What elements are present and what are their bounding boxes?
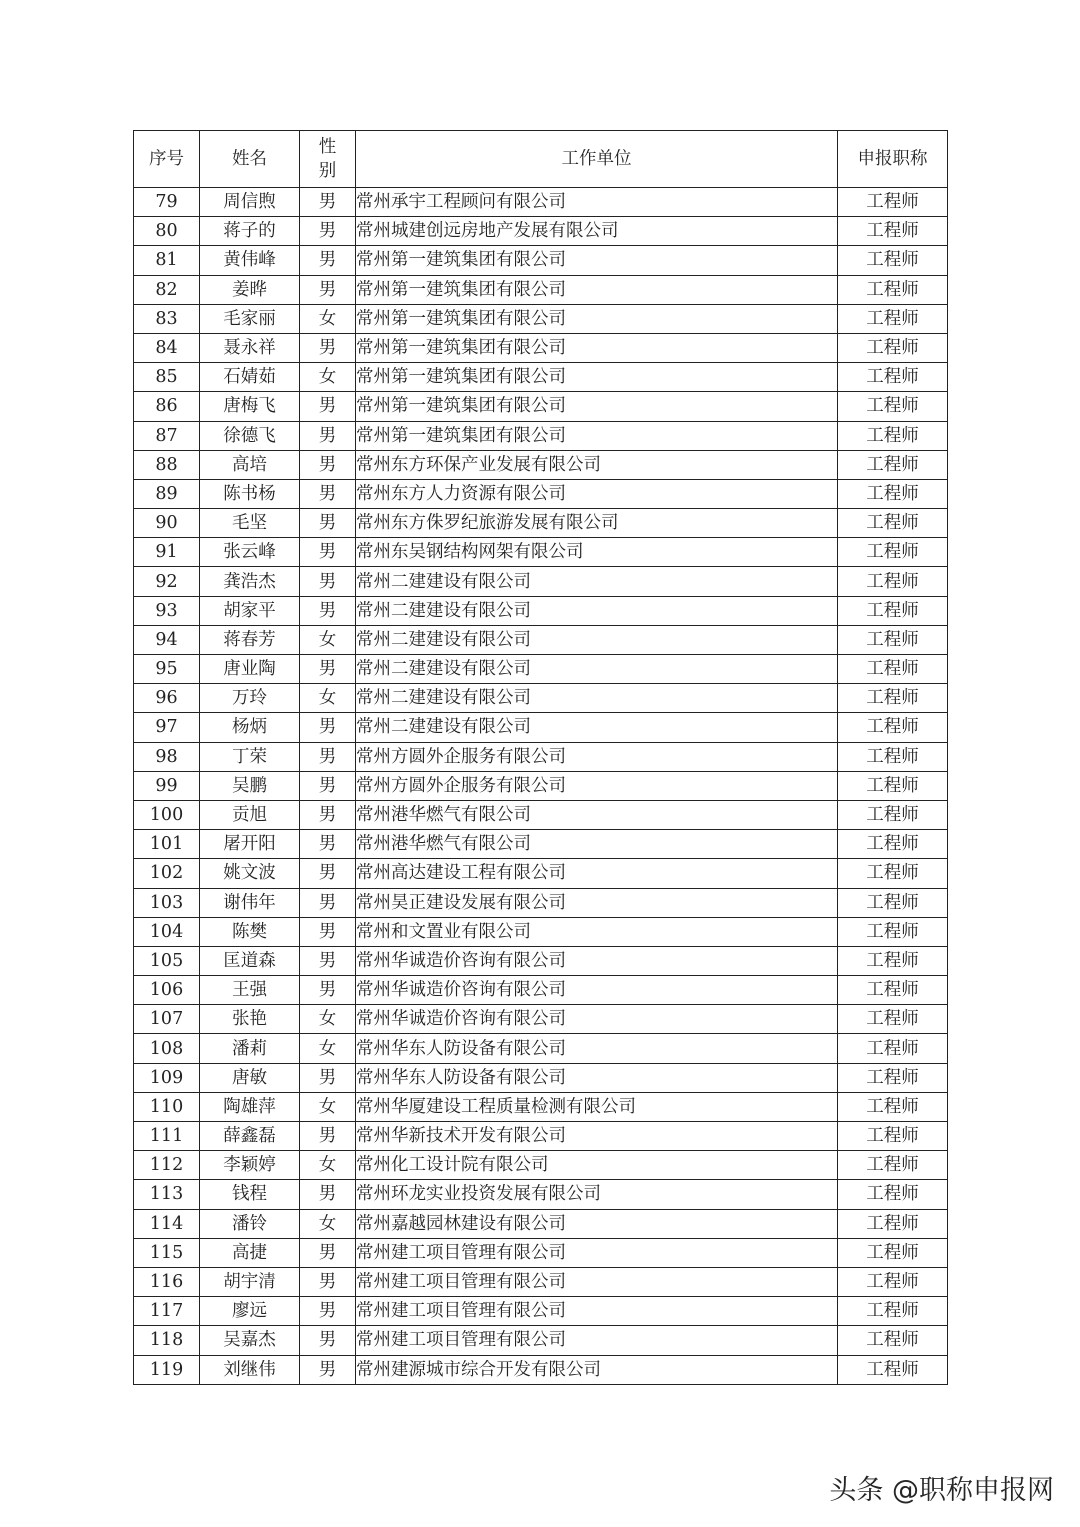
cell-name: 廖远 [200,1297,300,1326]
cell-title: 工程师 [838,684,948,713]
cell-gender: 女 [300,1151,356,1180]
cell-unit: 常州二建建设有限公司 [356,596,838,625]
cell-no: 108 [134,1034,200,1063]
cell-title: 工程师 [838,742,948,771]
cell-no: 102 [134,859,200,888]
cell-name: 龚浩杰 [200,567,300,596]
cell-unit: 常州建工项目管理有限公司 [356,1326,838,1355]
cell-no: 117 [134,1297,200,1326]
cell-name: 薛鑫磊 [200,1122,300,1151]
cell-unit: 常州和文置业有限公司 [356,917,838,946]
cell-title: 工程师 [838,333,948,362]
cell-name: 张云峰 [200,538,300,567]
table-row [134,246,948,275]
cell-gender: 男 [300,859,356,888]
cell-name: 姜晔 [200,275,300,304]
header-unit: 工作单位 [356,131,838,188]
cell-title: 工程师 [838,1297,948,1326]
cell-title: 工程师 [838,1326,948,1355]
cell-unit: 常州华东人防设备有限公司 [356,1034,838,1063]
cell-title: 工程师 [838,1355,948,1384]
cell-no: 110 [134,1092,200,1121]
cell-name: 钱程 [200,1180,300,1209]
cell-unit: 常州建源城市综合开发有限公司 [356,1355,838,1384]
cell-unit: 常州承宇工程顾问有限公司 [356,188,838,217]
cell-gender: 男 [300,538,356,567]
cell-title: 工程师 [838,859,948,888]
table-row [134,713,948,742]
cell-title: 工程师 [838,771,948,800]
cell-unit: 常州东吴钢结构网架有限公司 [356,538,838,567]
cell-gender: 男 [300,275,356,304]
cell-name: 姚文波 [200,859,300,888]
cell-title: 工程师 [838,1267,948,1296]
cell-name: 潘铃 [200,1209,300,1238]
cell-gender: 男 [300,713,356,742]
cell-no: 105 [134,946,200,975]
cell-unit: 常州建工项目管理有限公司 [356,1297,838,1326]
cell-unit: 常州华诚造价咨询有限公司 [356,976,838,1005]
cell-unit: 常州第一建筑集团有限公司 [356,246,838,275]
cell-no: 100 [134,800,200,829]
cell-no: 86 [134,392,200,421]
cell-no: 115 [134,1238,200,1267]
cell-no: 101 [134,830,200,859]
cell-gender: 男 [300,742,356,771]
cell-title: 工程师 [838,1238,948,1267]
cell-name: 吴嘉杰 [200,1326,300,1355]
cell-title: 工程师 [838,1180,948,1209]
cell-gender: 男 [300,917,356,946]
cell-no: 119 [134,1355,200,1384]
cell-gender: 男 [300,567,356,596]
table-row [134,304,948,333]
table-row [134,830,948,859]
cell-unit: 常州化工设计院有限公司 [356,1151,838,1180]
cell-gender: 女 [300,1092,356,1121]
cell-title: 工程师 [838,1034,948,1063]
cell-gender: 男 [300,1238,356,1267]
cell-unit: 常州二建建设有限公司 [356,713,838,742]
cell-no: 82 [134,275,200,304]
cell-name: 屠开阳 [200,830,300,859]
table-header-row [134,131,948,188]
table-row [134,888,948,917]
cell-title: 工程师 [838,246,948,275]
cell-gender: 男 [300,333,356,362]
cell-name: 蒋子的 [200,217,300,246]
table-row [134,742,948,771]
cell-name: 王强 [200,976,300,1005]
cell-name: 唐业陶 [200,655,300,684]
roster-table [133,130,948,1385]
cell-unit: 常州第一建筑集团有限公司 [356,363,838,392]
cell-gender: 男 [300,450,356,479]
cell-unit: 常州二建建设有限公司 [356,655,838,684]
table-row [134,1267,948,1296]
cell-title: 工程师 [838,188,948,217]
table-row [134,800,948,829]
table-row [134,1238,948,1267]
cell-title: 工程师 [838,392,948,421]
cell-unit: 常州二建建设有限公司 [356,625,838,654]
table-row [134,1034,948,1063]
cell-gender: 男 [300,1122,356,1151]
table-row [134,1005,948,1034]
cell-unit: 常州东方环保产业发展有限公司 [356,450,838,479]
table-row [134,217,948,246]
cell-no: 95 [134,655,200,684]
cell-name: 毛坚 [200,509,300,538]
cell-name: 李颖婷 [200,1151,300,1180]
table-row [134,1355,948,1384]
cell-name: 聂永祥 [200,333,300,362]
table-row [134,392,948,421]
cell-unit: 常州建工项目管理有限公司 [356,1238,838,1267]
table-row [134,333,948,362]
cell-name: 刘继伟 [200,1355,300,1384]
cell-unit: 常州第一建筑集团有限公司 [356,421,838,450]
table-row [134,859,948,888]
cell-name: 陶雄萍 [200,1092,300,1121]
cell-name: 蒋春芳 [200,625,300,654]
cell-gender: 男 [300,800,356,829]
cell-gender: 女 [300,1209,356,1238]
cell-gender: 女 [300,363,356,392]
cell-name: 潘莉 [200,1034,300,1063]
cell-name: 胡家平 [200,596,300,625]
cell-gender: 男 [300,217,356,246]
cell-no: 88 [134,450,200,479]
table-row [134,976,948,1005]
table-row [134,275,948,304]
cell-gender: 男 [300,1267,356,1296]
cell-unit: 常州第一建筑集团有限公司 [356,392,838,421]
cell-no: 114 [134,1209,200,1238]
cell-gender: 男 [300,946,356,975]
cell-no: 93 [134,596,200,625]
cell-gender: 男 [300,479,356,508]
table-row [134,684,948,713]
cell-gender: 男 [300,392,356,421]
cell-title: 工程师 [838,217,948,246]
cell-no: 87 [134,421,200,450]
cell-title: 工程师 [838,976,948,1005]
cell-name: 黄伟峰 [200,246,300,275]
cell-unit: 常州建工项目管理有限公司 [356,1267,838,1296]
cell-no: 118 [134,1326,200,1355]
cell-gender: 男 [300,246,356,275]
cell-no: 81 [134,246,200,275]
cell-no: 92 [134,567,200,596]
cell-gender: 女 [300,304,356,333]
cell-no: 84 [134,333,200,362]
cell-title: 工程师 [838,800,948,829]
header-no: 序号 [134,131,200,188]
cell-unit: 常州华厦建设工程质量检测有限公司 [356,1092,838,1121]
table-row [134,1151,948,1180]
cell-title: 工程师 [838,450,948,479]
cell-unit: 常州方圆外企服务有限公司 [356,771,838,800]
header-gender [300,131,356,188]
cell-gender: 男 [300,509,356,538]
cell-unit: 常州华新技术开发有限公司 [356,1122,838,1151]
table-row [134,1122,948,1151]
cell-unit: 常州方圆外企服务有限公司 [356,742,838,771]
cell-unit: 常州港华燃气有限公司 [356,800,838,829]
cell-no: 98 [134,742,200,771]
cell-no: 85 [134,363,200,392]
cell-name: 徐德飞 [200,421,300,450]
table-row [134,625,948,654]
cell-unit: 常州二建建设有限公司 [356,684,838,713]
cell-no: 103 [134,888,200,917]
cell-no: 107 [134,1005,200,1034]
cell-title: 工程师 [838,567,948,596]
watermark: 头条 @职称申报网 [829,1475,1054,1506]
cell-gender: 男 [300,888,356,917]
cell-no: 111 [134,1122,200,1151]
cell-name: 吴鹏 [200,771,300,800]
cell-title: 工程师 [838,713,948,742]
cell-title: 工程师 [838,1005,948,1034]
cell-unit: 常州华诚造价咨询有限公司 [356,1005,838,1034]
table-row [134,509,948,538]
cell-no: 99 [134,771,200,800]
table-row [134,1180,948,1209]
header-gender-bottom: 别 [318,161,337,181]
cell-gender: 女 [300,1005,356,1034]
cell-gender: 男 [300,976,356,1005]
cell-title: 工程师 [838,1209,948,1238]
cell-title: 工程师 [838,1122,948,1151]
table-row [134,946,948,975]
cell-no: 112 [134,1151,200,1180]
cell-unit: 常州第一建筑集团有限公司 [356,275,838,304]
table-row [134,421,948,450]
cell-name: 谢伟年 [200,888,300,917]
cell-gender: 男 [300,596,356,625]
cell-name: 丁荣 [200,742,300,771]
cell-no: 83 [134,304,200,333]
cell-name: 高捷 [200,1238,300,1267]
cell-unit: 常州华诚造价咨询有限公司 [356,946,838,975]
cell-unit: 常州昊正建设发展有限公司 [356,888,838,917]
table-row [134,479,948,508]
table-row [134,1209,948,1238]
cell-gender: 男 [300,1063,356,1092]
cell-no: 106 [134,976,200,1005]
header-name: 姓名 [200,131,300,188]
table-body [134,188,948,1385]
cell-gender: 男 [300,655,356,684]
cell-no: 94 [134,625,200,654]
cell-title: 工程师 [838,275,948,304]
cell-title: 工程师 [838,1151,948,1180]
cell-name: 高培 [200,450,300,479]
cell-unit: 常州东方侏罗纪旅游发展有限公司 [356,509,838,538]
cell-no: 97 [134,713,200,742]
cell-title: 工程师 [838,509,948,538]
cell-name: 匡道森 [200,946,300,975]
table-row [134,1063,948,1092]
cell-unit: 常州高达建设工程有限公司 [356,859,838,888]
cell-title: 工程师 [838,538,948,567]
cell-name: 陈樊 [200,917,300,946]
header-gender-top: 性 [318,137,337,157]
cell-no: 90 [134,509,200,538]
cell-name: 张艳 [200,1005,300,1034]
table-row [134,363,948,392]
cell-gender: 女 [300,684,356,713]
table-row [134,596,948,625]
cell-title: 工程师 [838,917,948,946]
cell-title: 工程师 [838,304,948,333]
cell-gender: 男 [300,830,356,859]
table-row [134,450,948,479]
cell-unit: 常州东方人力资源有限公司 [356,479,838,508]
cell-gender: 男 [300,771,356,800]
cell-title: 工程师 [838,946,948,975]
header-title: 申报职称 [838,131,948,188]
cell-title: 工程师 [838,421,948,450]
cell-gender: 男 [300,421,356,450]
cell-gender: 男 [300,1180,356,1209]
cell-unit: 常州二建建设有限公司 [356,567,838,596]
cell-name: 周信煦 [200,188,300,217]
table-row [134,567,948,596]
cell-unit: 常州港华燃气有限公司 [356,830,838,859]
cell-title: 工程师 [838,596,948,625]
cell-name: 陈书杨 [200,479,300,508]
cell-no: 109 [134,1063,200,1092]
cell-gender: 男 [300,1326,356,1355]
table-row [134,188,948,217]
cell-name: 贡旭 [200,800,300,829]
cell-no: 113 [134,1180,200,1209]
table-row [134,917,948,946]
cell-gender: 女 [300,1034,356,1063]
cell-title: 工程师 [838,625,948,654]
cell-name: 胡宇清 [200,1267,300,1296]
cell-gender: 男 [300,1297,356,1326]
cell-no: 104 [134,917,200,946]
table-row [134,1092,948,1121]
cell-no: 96 [134,684,200,713]
cell-name: 杨炳 [200,713,300,742]
cell-name: 唐梅飞 [200,392,300,421]
cell-unit: 常州第一建筑集团有限公司 [356,304,838,333]
cell-unit: 常州环龙实业投资发展有限公司 [356,1180,838,1209]
cell-gender: 女 [300,625,356,654]
cell-no: 80 [134,217,200,246]
cell-title: 工程师 [838,1092,948,1121]
cell-title: 工程师 [838,363,948,392]
cell-title: 工程师 [838,479,948,508]
cell-unit: 常州城建创远房地产发展有限公司 [356,217,838,246]
cell-name: 唐敏 [200,1063,300,1092]
cell-no: 116 [134,1267,200,1296]
cell-no: 91 [134,538,200,567]
cell-name: 毛家丽 [200,304,300,333]
table-row [134,771,948,800]
cell-gender: 男 [300,188,356,217]
table-row [134,1297,948,1326]
cell-unit: 常州华东人防设备有限公司 [356,1063,838,1092]
table-row [134,1326,948,1355]
cell-title: 工程师 [838,655,948,684]
cell-unit: 常州第一建筑集团有限公司 [356,333,838,362]
cell-unit: 常州嘉越园林建设有限公司 [356,1209,838,1238]
cell-title: 工程师 [838,830,948,859]
table-row [134,655,948,684]
cell-no: 79 [134,188,200,217]
cell-name: 石婧茹 [200,363,300,392]
cell-title: 工程师 [838,1063,948,1092]
cell-title: 工程师 [838,888,948,917]
cell-name: 万玲 [200,684,300,713]
table-row [134,538,948,567]
cell-gender: 男 [300,1355,356,1384]
cell-no: 89 [134,479,200,508]
